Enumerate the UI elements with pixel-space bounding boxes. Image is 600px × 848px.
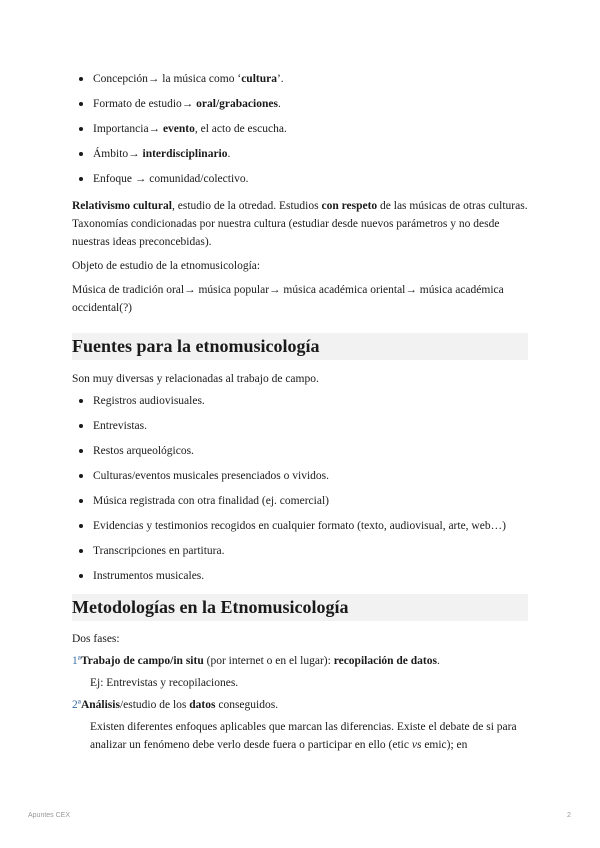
fuentes-list [72, 394, 528, 583]
fase-2-number: 2ª [72, 699, 81, 711]
characteristics-list [72, 72, 528, 186]
fase-1: 1ªTrabajo de campo/in situ (por internet o en el lugar): recopilación de datos. [72, 655, 440, 667]
objeto-paragraph: Objeto de estudio de la etnomusicología: [72, 260, 261, 272]
metodologias-intro: Dos fases: [72, 633, 120, 645]
list-item: Enfoque → comunidad/colectivo. [72, 172, 528, 186]
list-item: Ámbito→ interdisciplinario. [72, 147, 528, 161]
page-content [72, 72, 528, 754]
footer-title: Apuntes CEX [28, 812, 71, 819]
list-item: Registros audiovisuales. [72, 394, 528, 408]
fase-1-example: Ej: Entrevistas y recopilaciones. [90, 677, 239, 689]
list-item: Instrumentos musicales. [72, 569, 528, 583]
section-heading-metodologias: Metodologías en la Etnomusicología [72, 594, 528, 621]
list-item: Culturas/eventos musicales presenciados o vividos. [72, 469, 528, 483]
list-item: Música registrada con otra finalidad (ej. comercial) [72, 494, 528, 508]
list-item: Formato de estudio→ oral/grabaciones. [72, 97, 528, 111]
fase-2: 2ªAnálisis/estudio de los datos conseguidos. [72, 699, 279, 711]
fase-2-description: Existen diferentes enfoques aplicables que marcan las diferencias. Existe el debate de si para analizar un fenómeno debe verlo desde fuera o participar en ello (etic vs emic); en [90, 721, 517, 751]
relativismo-paragraph: Relativismo cultural, estudio de la otredad. Estudios con respeto de las músicas de otras culturas. Taxonomías condicionadas por nuestra cultura (estudiar desde nuevos parámetros y no desde nuestras ideas preconcebidas). [72, 200, 528, 248]
list-item: Entrevistas. [72, 419, 528, 433]
list-item: Transcripciones en partitura. [72, 544, 528, 558]
list-item: Restos arqueológicos. [72, 444, 528, 458]
section-heading-fuentes: Fuentes para la etnomusicología [72, 333, 528, 360]
list-item: Importancia→ evento, el acto de escucha. [72, 122, 528, 136]
list-item: Evidencias y testimonios recogidos en cualquier formato (texto, audiovisual, arte, web…) [72, 519, 528, 533]
musica-paragraph: Música de tradición oral→ música popular→ música académica oriental→ música académica occidental(?) [72, 284, 504, 314]
page-number: 2 [567, 812, 571, 819]
list-item: Concepción→ la música como ‘cultura’. [72, 72, 528, 86]
fase-1-number: 1ª [72, 655, 81, 667]
fuentes-intro: Son muy diversas y relacionadas al trabajo de campo. [72, 373, 319, 385]
